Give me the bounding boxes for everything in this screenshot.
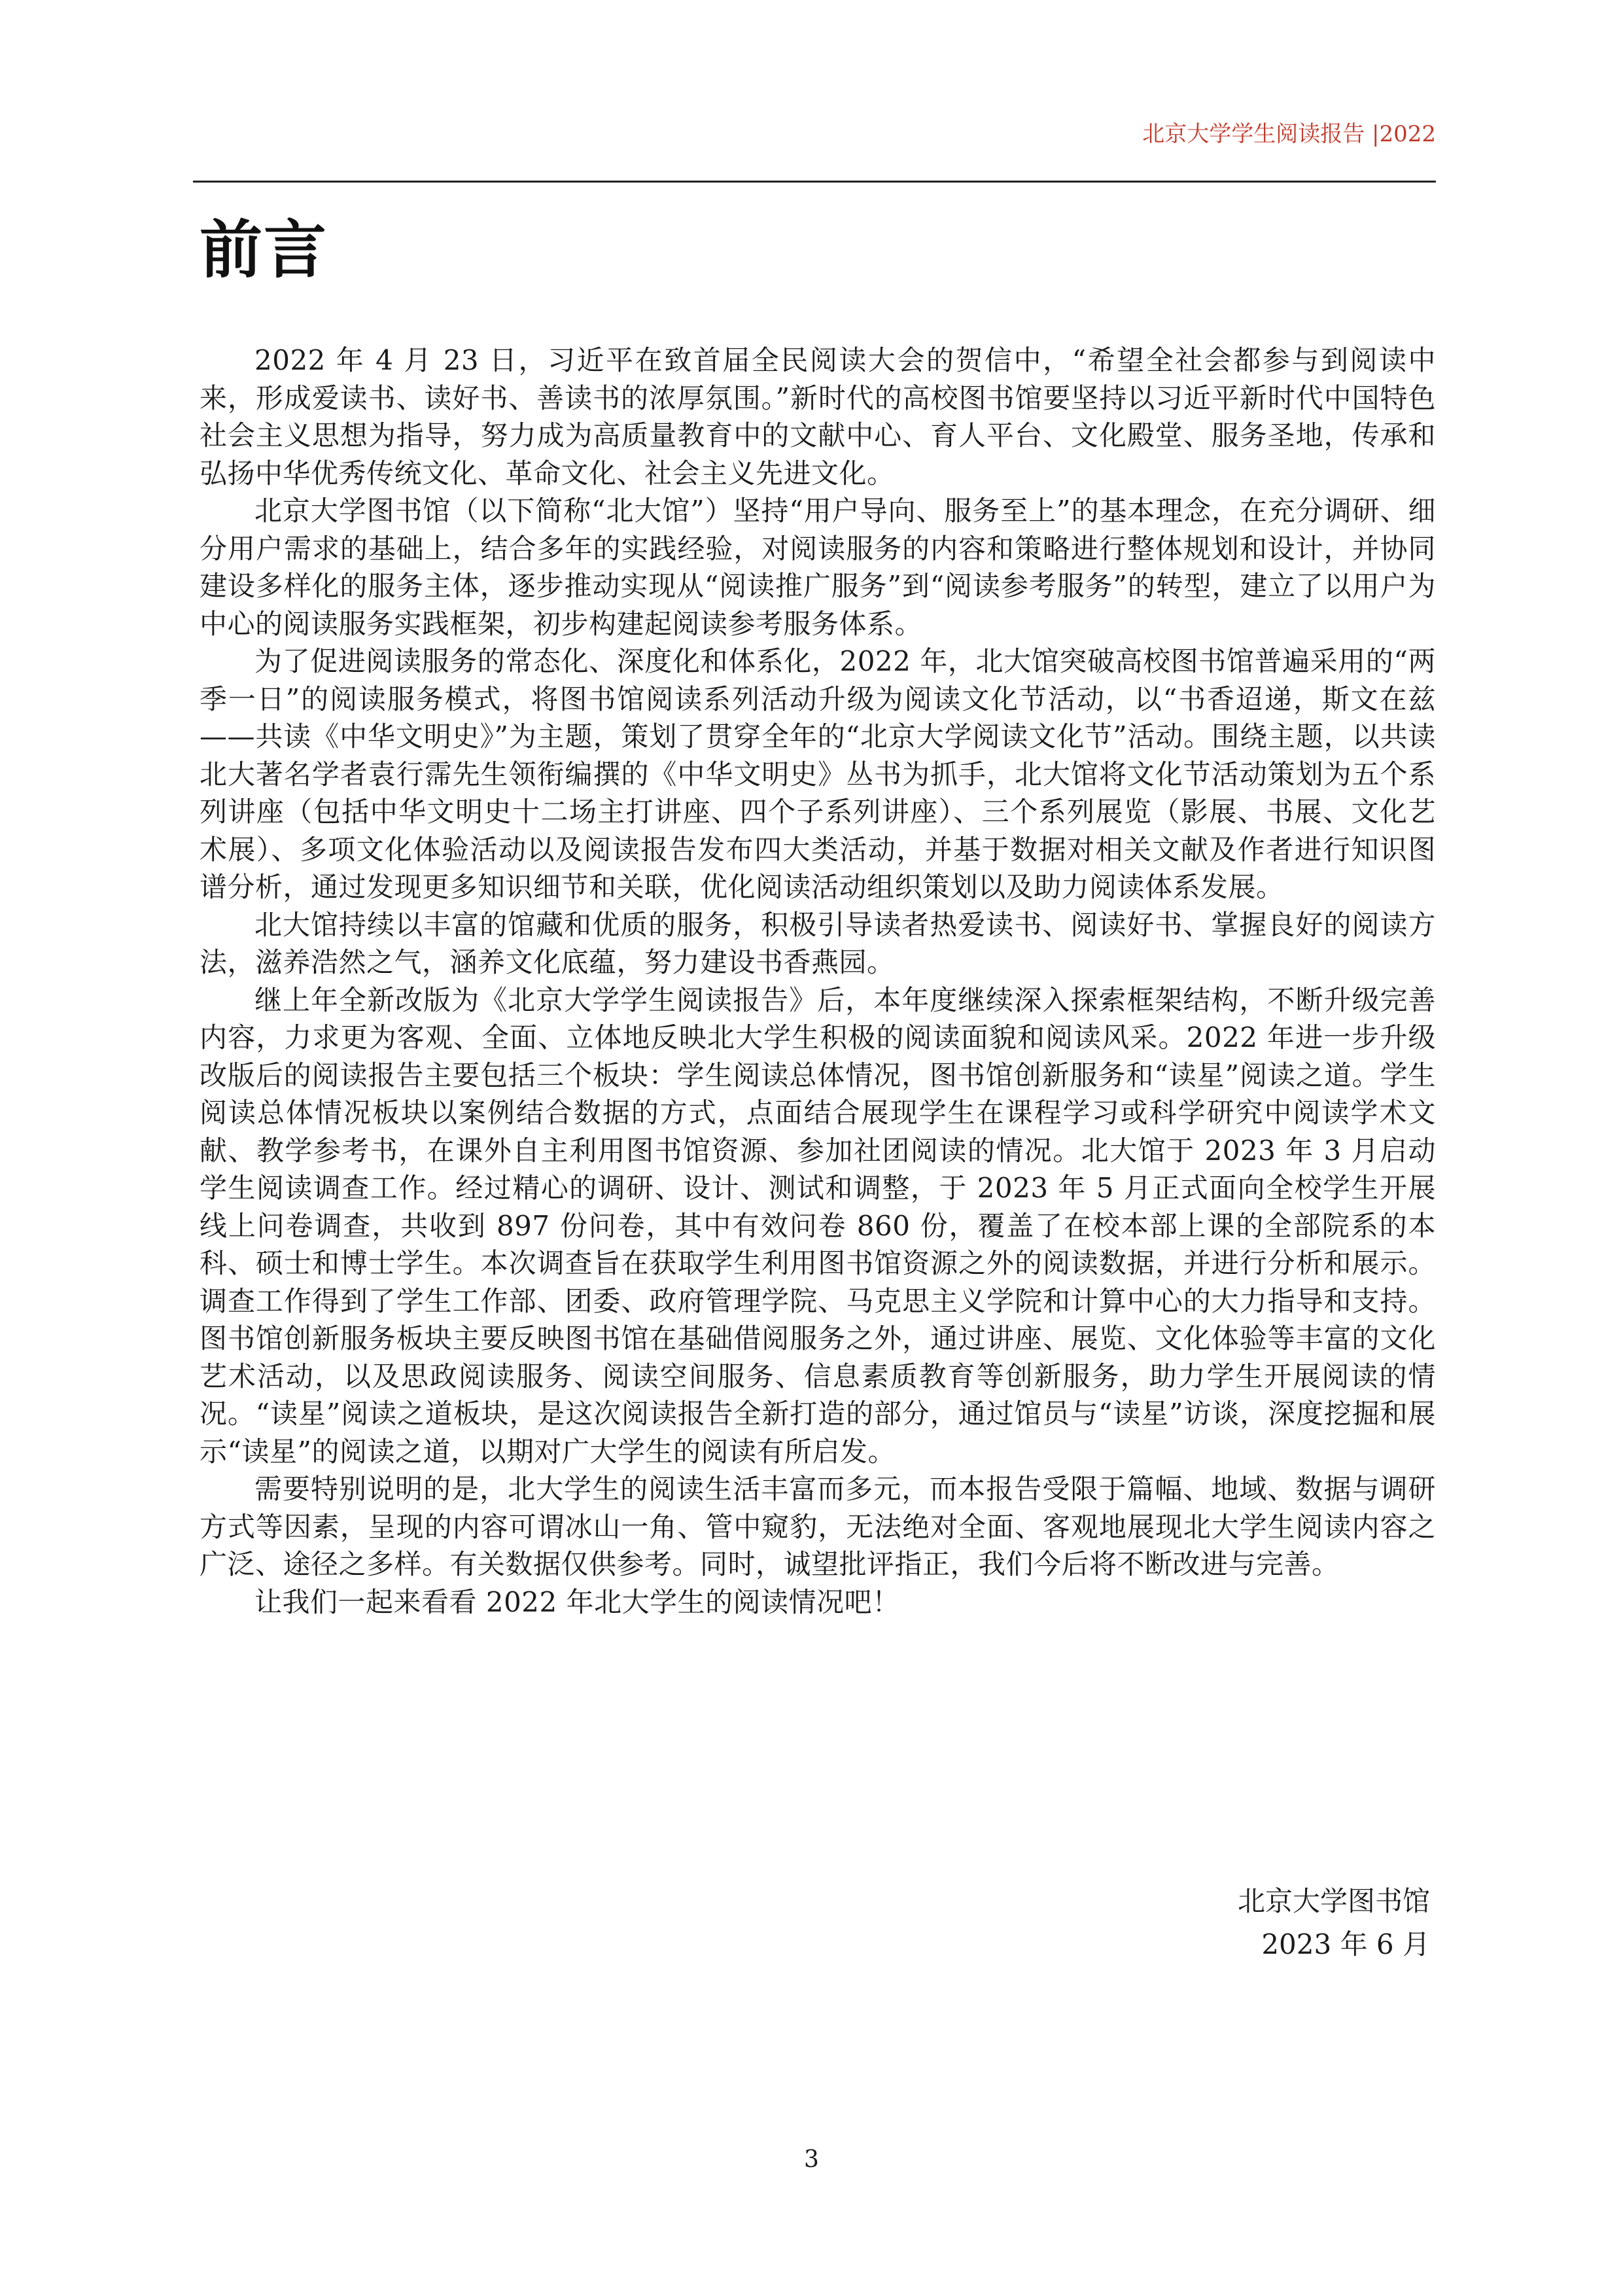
signature-date: 2023 年 6 月 (1261, 1928, 1430, 1960)
paragraph-6: 需要特别说明的是，北大学生的阅读生活丰富而多元，而本报告受限于篇幅、地域、数据与调研方式等因素，呈现的内容可谓冰山一角、管中窥豹，无法绝对全面、客观地展现北大学生阅读内容之广泛、途径之多样。有关数据仅供参考。同时，诚望批评指正，我们今后将不断改进与完善。 (200, 1473, 1436, 1580)
page-title: 前言 (200, 213, 328, 287)
paragraph-2: 北京大学图书馆（以下简称“北大馆”）坚持“用户导向、服务至上”的基本理念，在充分调研、细分用户需求的基础上，结合多年的实践经验，对阅读服务的内容和策略进行整体规划和设计，并协同建设多样化的服务主体，逐步推动实现从“阅读推广服务”到“阅读参考服务”的转型，建立了以用户为中心的阅读服务实践框架，初步构建起阅读参考服务体系。 (200, 495, 1436, 640)
preface-body (200, 342, 1436, 1621)
paragraph-5: 继上年全新改版为《北京大学学生阅读报告》后，本年度继续深入探索框架结构，不断升级完善内容，力求更为客观、全面、立体地反映北大学生积极的阅读面貌和阅读风采。2022 年进一步升级改版后的阅读报告主要包括三个板块：学生阅读总体情况，图书馆创新服务和“读星”阅读之道。学生阅读总体情况板块以案例结合数据的方式，点面结合展现学生在课程学习或科学研究中阅读学术文献、教学参考书，在课外自主利用图书馆资源、参加社团阅读的情况。北大馆于 2023 年 3 月启动学生阅读调查工作。经过精心的调研、设计、测试和调整，于 2023 年 5 月正式面向全校学生开展线上问卷调查，共收到 897 份问卷，其中有效问卷 860 份，覆盖了在校本部上课的全部院系的本科、硕士和博士学生。本次调查旨在获取学生利用图书馆资源之外的阅读数据，并进行分析和展示。调查工作得到了学生工作部、团委、政府管理学院、马克思主义学院和计算中心的大力指导和支持。图书馆创新服务板块主要反映图书馆在基础借阅服务之外，通过讲座、展览、文化体验等丰富的文化艺术活动，以及思政阅读服务、阅读空间服务、信息素质教育等创新服务，助力学生开展阅读的情况。“读星”阅读之道板块，是这次阅读报告全新打造的部分，通过馆员与“读星”访谈，深度挖掘和展示“读星”的阅读之道，以期对广大学生的阅读有所启发。 (200, 983, 1436, 1468)
paragraph-3: 为了促进阅读服务的常态化、深度化和体系化，2022 年，北大馆突破高校图书馆普遍采用的“两季一日”的阅读服务模式，将图书馆阅读系列活动升级为阅读文化节活动，以“书香迢递，斯文在兹——共读《中华文明史》”为主题，策划了贯穿全年的“北京大学阅读文化节”活动。围绕主题，以共读北大著名学者袁行霈先生领衔编撰的《中华文明史》丛书为抓手，北大馆将文化节活动策划为五个系列讲座（包括中华文明史十二场主打讲座、四个子系列讲座）、三个系列展览（影展、书展、文化艺术展）、多项文化体验活动以及阅读报告发布四大类活动，并基于数据对相关文献及作者进行知识图谱分析，通过发现更多知识细节和关联，优化阅读活动组织策划以及助力阅读体系发展。 (200, 645, 1436, 903)
paragraph-7: 让我们一起来看看 2022 年北大学生的阅读情况吧！ (254, 1585, 900, 1618)
running-header (193, 111, 1436, 183)
signature-block (1238, 1880, 1430, 1966)
page-number: 3 (804, 2146, 819, 2173)
paragraph-4: 北大馆持续以丰富的馆藏和优质的服务，积极引导读者热爱读书、阅读好书、掌握良好的阅读方法，滋养浩然之气，涵养文化底蕴，努力建设书香燕园。 (200, 908, 1436, 978)
signature-organization: 北京大学图书馆 (1237, 1885, 1430, 1917)
header-title: 北京大学学生阅读报告 |2022 (1142, 121, 1436, 147)
paragraph-1: 2022 年 4 月 23 日，习近平在致首届全民阅读大会的贺信中，“希望全社会都参与到阅读中来，形成爱读书、读好书、善读书的浓厚氛围。”新时代的高校图书馆要坚持以习近平新时代中国特色社会主义思想为指导，努力成为高质量教育中的文献中心、育人平台、文化殿堂、服务圣地，传承和弘扬中华优秀传统文化、革命文化、社会主义先进文化。 (200, 344, 1436, 489)
